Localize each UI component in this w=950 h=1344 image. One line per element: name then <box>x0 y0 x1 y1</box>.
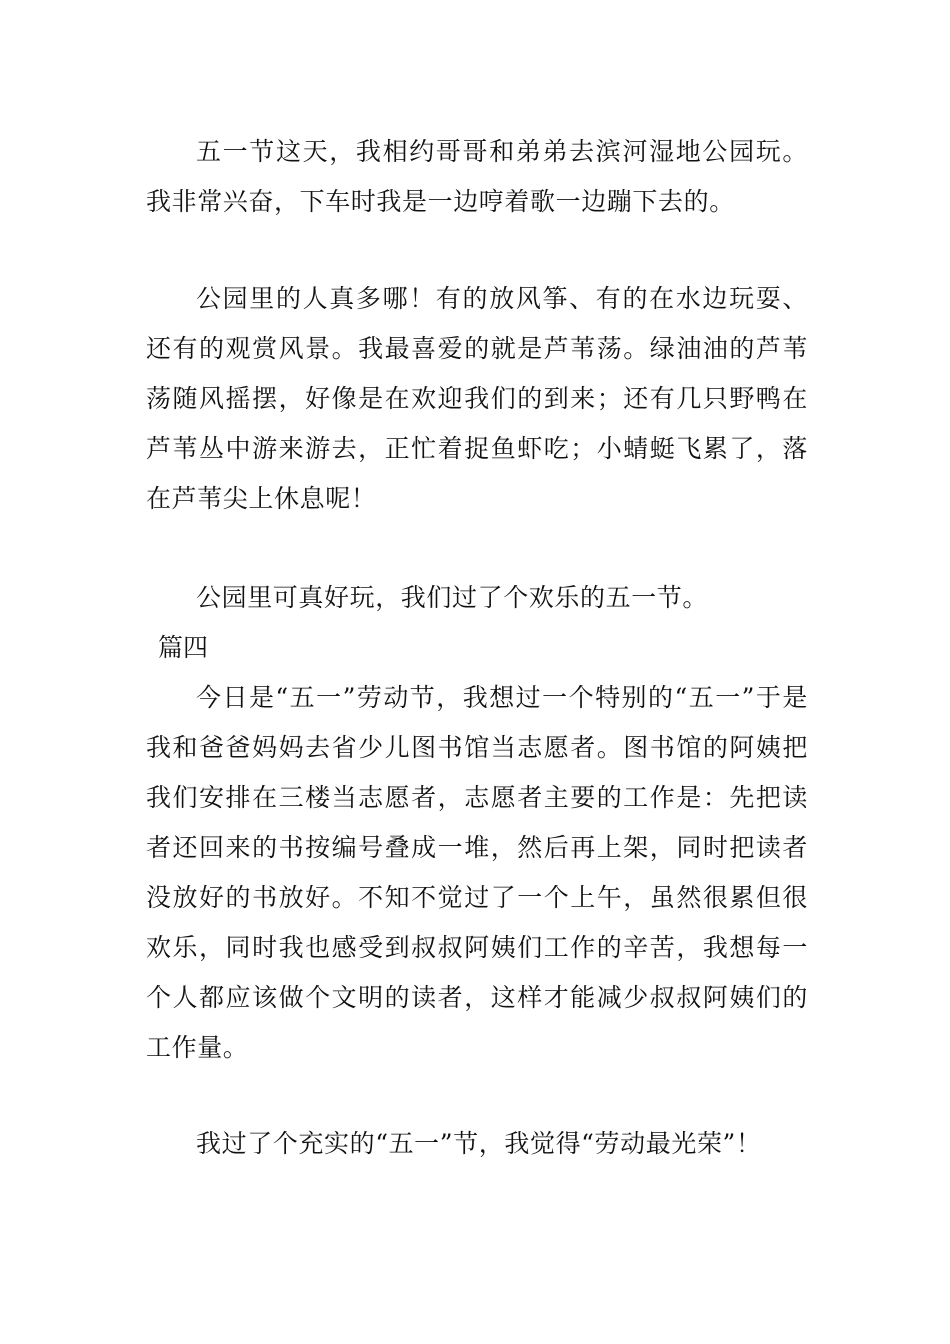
paragraph-labor-day-conclusion: 我过了个充实的“五一”节，我觉得“劳动最光荣”！ <box>196 1129 762 1158</box>
section-heading: 篇四 <box>158 633 209 662</box>
paragraph-library-volunteer: 今日是“五一”劳动节，我想过一个特别的“五一”于是我和爸爸妈妈去省少儿图书馆当志愿者。图书馆的阿姨把我们安排在三楼当志愿者，志愿者主要的工作是：先把读者还回来的书按编号叠成一堆，然后再上架，同时把读者没放好的书放好。不知不觉过了一个上午，虽然很累但很欢乐，同时我也感受到叔叔阿姨们工作的辛苦，我想每一个人都应该做个文明的读者，这样才能减少叔叔阿姨们的工作量。 <box>146 683 808 1062</box>
paragraph-park-conclusion: 公园里可真好玩，我们过了个欢乐的五一节。 <box>196 583 709 612</box>
paragraph-wetland-park-intro: 五一节这天，我相约哥哥和弟弟去滨河湿地公园玩。我非常兴奋，下车时我是一边哼着歌一边蹦下去的。 <box>146 137 808 216</box>
paragraph-park-scenery: 公园里的人真多哪！有的放风筝、有的在水边玩耍、还有的观赏风景。我最喜爱的就是芦苇荡。绿油油的芦苇荡随风摇摆，好像是在欢迎我们的到来；还有几只野鸭在芦苇丛中游来游去，正忙着捉鱼虾吃；小蜻蜓飞累了，落在芦苇尖上休息呢！ <box>146 284 808 513</box>
